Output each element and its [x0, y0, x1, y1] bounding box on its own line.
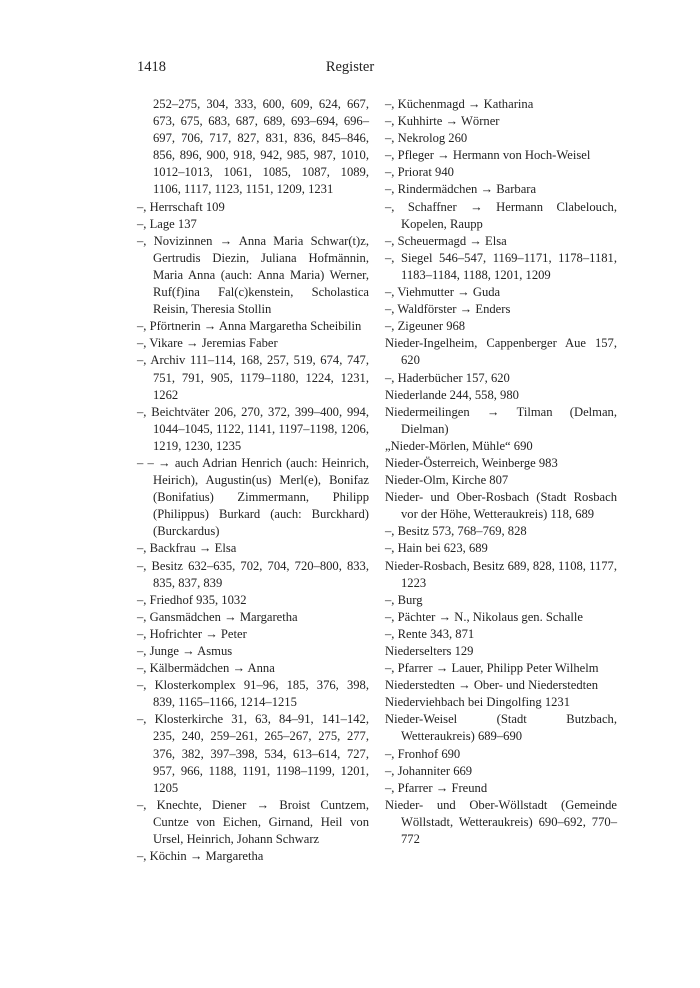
index-entry: Nieder-Ingelheim, Cappenberger Aue 157, 620 — [385, 336, 617, 368]
index-entry: –, Junge → Asmus — [137, 644, 233, 658]
index-entry: –, Küchenmagd → Katharina — [385, 97, 534, 111]
index-entry: –, Zigeuner 968 — [385, 319, 466, 334]
index-entry: Niederlande 244, 558, 980 — [385, 387, 519, 402]
index-entry: –, Besitz 573, 768–769, 828 — [385, 524, 527, 539]
index-entry: –, Viehmutter → Guda — [385, 285, 501, 300]
index-entry: –, Scheuermagd → Elsa — [385, 233, 507, 248]
index-entry: –, Fronhof 690 — [385, 746, 461, 761]
index-entry: –, Pächter → N., Nikolaus gen. Schalle — [385, 609, 583, 624]
index-entry: –, Hain bei 623, 689 — [385, 541, 488, 556]
index-entry: –, Johanniter 669 — [385, 763, 473, 778]
index-entry: –, Burg — [385, 592, 423, 607]
index-entry: –, Hofrichter → Peter — [137, 626, 247, 641]
index-entry: 252–275, 304, 333, 600, 609, 624, 667, 673, 675, 683, 687, 689, 693–694, 696–697, 706, 717, 827, 831, 836, 845–846, 856, 896, 900, 918, 942, 985, 987, 1010, 1012–1013, 1061, 1085, 1087, 1089, 1106, 1117, 1123, 1151, 1209, 1231 — [153, 97, 369, 197]
index-entry: –, Klosterkomplex 91–96, 185, 376, 398, 839, 1165–1166, 1214–1215 — [137, 678, 369, 710]
index-entry: –, Pfarrer → Lauer, Philipp Peter Wilhelm — [385, 661, 599, 676]
index-entry: –, Köchin → Margaretha — [137, 849, 264, 864]
index-entry: –, Herrschaft 109 — [137, 199, 225, 214]
index-entry: Nieder-Weisel (Stadt Butzbach, Wetteraukreis) 689–690 — [385, 712, 617, 744]
index-entry: –, Priorat 940 — [385, 165, 454, 180]
index-entry: Niederstedten → Ober- und Niederstedten — [385, 678, 599, 693]
index-entry: Nieder-Österreich, Weinberge 983 — [385, 455, 558, 470]
index-entry: –, Nekrolog 260 — [385, 131, 468, 146]
page-number: 1418 — [137, 59, 166, 75]
index-entry: –, Klosterkirche 31, 63, 84–91, 141–142, 235, 240, 259–261, 265–267, 275, 277, 376, 382, 397–398, 534, 613–614, 727, 957, 966, 1188, 1191, 1198–1199, 1201, 1205 — [137, 712, 369, 795]
index-entry: –, Kuhhirte → Wörner — [385, 114, 500, 129]
index-entry: –, Gansmädchen → Margaretha — [137, 609, 298, 624]
index-entry: –, Backfrau → Elsa — [137, 541, 237, 556]
index-entry: Niederselters 129 — [385, 644, 474, 658]
index-entry: Niedermeilingen → Tilman (Delman, Dielman) — [385, 404, 617, 436]
index-entry: –, Beichtväter 206, 270, 372, 399–400, 994, 1044–1045, 1122, 1141, 1197–1198, 1206, 1219, 1230, 1235 — [137, 404, 369, 453]
index-entry: Nieder- und Ober-Rosbach (Stadt Rosbach vor der Höhe, Wetteraukreis) 118, 689 — [385, 490, 617, 522]
index-entry: –, Siegel 546–547, 1169–1171, 1178–1181, 1183–1184, 1188, 1201, 1209 — [385, 250, 617, 282]
index-entry: –, Lage 137 — [137, 216, 197, 231]
index-entry: –, Besitz 632–635, 702, 704, 720–800, 833, 835, 837, 839 — [137, 558, 369, 590]
index-entry: –, Haderbücher 157, 620 — [385, 370, 510, 385]
index-entry: –, Archiv 111–114, 168, 257, 519, 674, 747, 751, 791, 905, 1179–1180, 1224, 1231, 1262 — [137, 353, 369, 402]
index-entry: „Nieder-Mörlen, Mühle“ 690 — [385, 438, 533, 453]
index-entry: –, Schaffner → Hermann Clabelouch, Kopelen, Raupp — [385, 199, 617, 231]
index-entry: Nieder- und Ober-Wöllstadt (Gemeinde Wöllstadt, Wetteraukreis) 690–692, 770–772 — [385, 797, 617, 847]
index-column-left — [137, 96, 369, 865]
index-entry: Niederviehbach bei Dingolfing 1231 — [385, 695, 571, 710]
index-entry: – – → auch Adrian Henrich (auch: Heinrich, Heirich), Augustin(us) Merl(e), Bonifaz (Bonifatius) Zimmermann, Philipp (Philippus) Burkard (auch: Burckhard) (Burckardus) — [137, 455, 369, 539]
index-entry: –, Pförtnerin → Anna Margaretha Scheibilin — [137, 319, 362, 334]
index-entry: –, Rindermädchen → Barbara — [385, 182, 537, 197]
index-entry: –, Pfleger → Hermann von Hoch-Weisel — [385, 148, 591, 163]
index-entry: Nieder-Rosbach, Besitz 689, 828, 1108, 1177, 1223 — [385, 558, 617, 590]
index-entry: –, Knechte, Diener → Broist Cuntzem, Cuntze von Eichen, Girnand, Heil von Ursel, Heinrich, Johann Schwarz — [137, 797, 369, 847]
index-column-right — [385, 96, 617, 848]
index-entry: Nieder-Olm, Kirche 807 — [385, 473, 509, 488]
index-entry: –, Vikare → Jeremias Faber — [137, 336, 278, 351]
running-title: Register — [325, 59, 375, 75]
index-entry: –, Rente 343, 871 — [385, 626, 475, 641]
index-entry: –, Novizinnen → Anna Maria Schwar(t)z, Gertrudis Diezin, Juliana Hofmännin, Maria Anna (auch: Anna Maria) Werner, Ruf(f)ina Fal(c)kenstein, Scholastica Reisin, Theresia Stollin — [137, 233, 369, 317]
index-entry: –, Kälbermädchen → Anna — [137, 661, 275, 676]
index-entry: –, Pfarrer → Freund — [385, 780, 488, 795]
index-entry: –, Waldförster → Enders — [385, 302, 511, 317]
index-entry: –, Friedhof 935, 1032 — [137, 592, 247, 607]
